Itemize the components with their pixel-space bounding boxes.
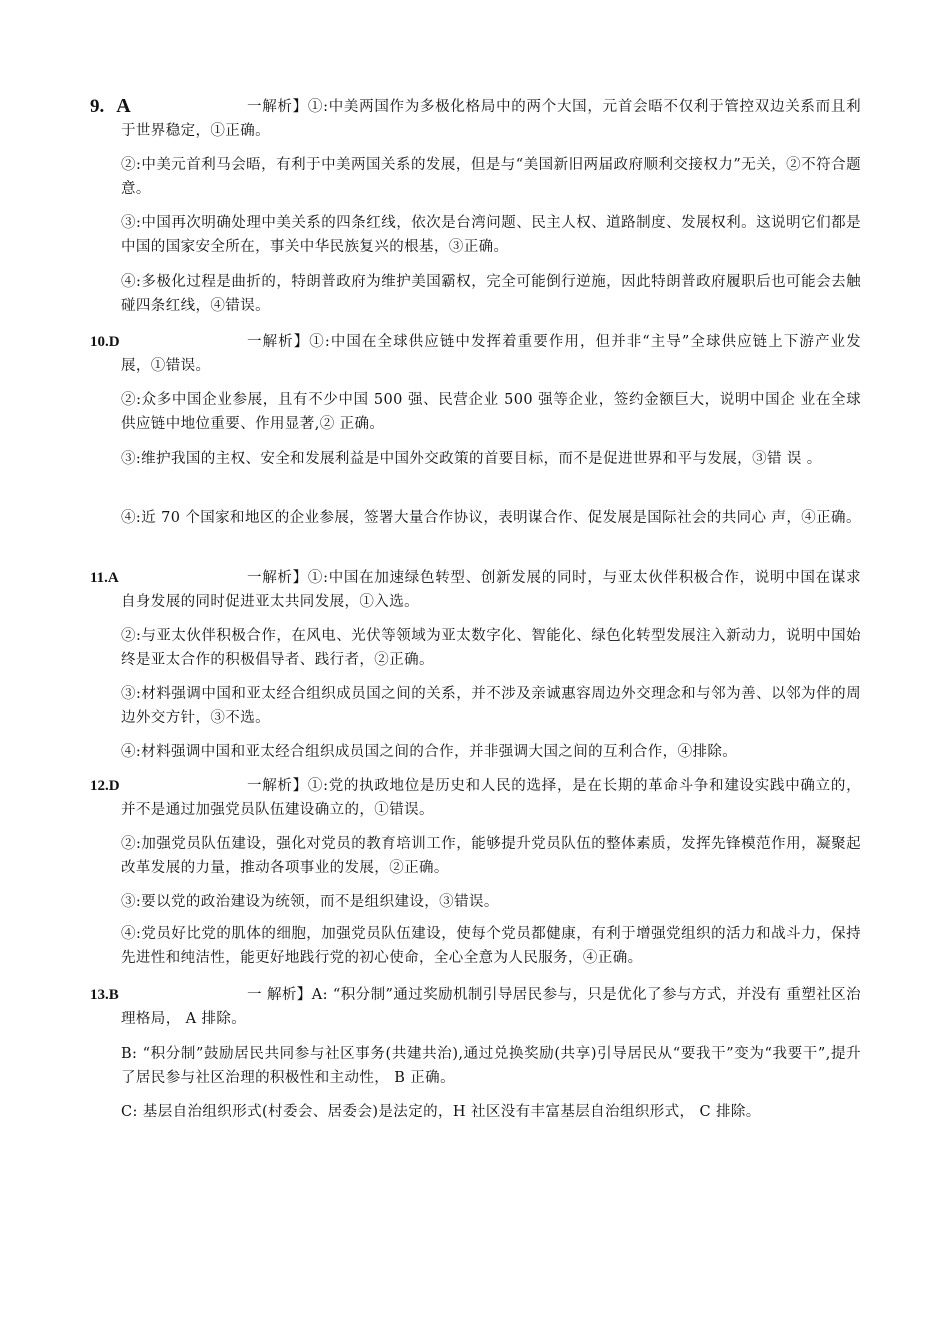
analysis-paragraph: 一解析】①:党的执政地位是历史和人民的选择，是在长期的革命斗争和建设实践中确立的，并不是通过加强党员队伍建设确立的，①错误。	[121, 778, 861, 818]
analysis-paragraph: ③:中国再次明确处理中美关系的四条红线，依次是台湾问题、民主人权、道路制度、发展权利。这说明它们都是中国的国家安全所在，事关中华民族复兴的根基，③正确。	[121, 215, 861, 255]
question-number: 10.D	[90, 334, 120, 350]
analysis-paragraph: ②:中美元首利马会晤，有利于中美两国关系的发展，但是与“美国新旧两届政府顺利交接权力”无关，②不符合题意。	[121, 157, 861, 197]
question-number: 12.D	[90, 778, 120, 794]
question-answer: A	[116, 95, 131, 117]
analysis-paragraph: ③:维护我国的主权、安全和发展利益是中国外交政策的首要目标，而不是促进世界和平与发展，③错 误 。	[121, 451, 822, 467]
analysis-paragraph: ④:多极化过程是曲折的，特朗普政府为维护美国霸权，完全可能倒行逆施，因此特朗普政府履职后也可能会去触碰四条红线，④错误。	[121, 274, 861, 314]
analysis-paragraph: C: 基层自治组织形式(村委会、居委会)是法定的，H 社区没有丰富基层自治组织形式， C 排除。	[121, 1104, 761, 1120]
question-number: 13.B	[90, 987, 119, 1003]
analysis-paragraph: 一解析】①:中美两国作为多极化格局中的两个大国，元首会晤不仅利于管控双边关系而且利于世界稳定，①正确。	[121, 99, 861, 139]
analysis-paragraph: ②:与亚太伙伴积极合作，在风电、光伏等领域为亚太数字化、智能化、绿色化转型发展注入新动力，说明中国始终是亚太合作的积极倡导者、践行者，②正确。	[121, 628, 861, 668]
analysis-paragraph: ④:材料强调中国和亚太经合组织成员国之间的合作，并非强调大国之间的互利合作，④排除。	[121, 744, 738, 760]
analysis-paragraph: 一解析】①:中国在加速绿色转型、创新发展的同时，与亚太伙伴积极合作，说明中国在谋求自身发展的同时促进亚太共同发展，①入选。	[121, 570, 861, 610]
analysis-paragraph: 一解析】①:中国在全球供应链中发挥着重要作用，但并非“主导”全球供应链上下游产业发展，①错误。	[121, 334, 861, 374]
analysis-paragraph: ③:材料强调中国和亚太经合组织成员国之间的关系，并不涉及亲诚惠容周边外交理念和与邻为善、以邻为伴的周边外交方针，③不选。	[121, 686, 861, 726]
analysis-paragraph: 一 解析】A: “积分制”通过奖励机制引导居民参与，只是优化了参与方式，并没有 重塑社区治理格局， A 排除。	[121, 987, 861, 1027]
analysis-paragraph: ③:要以党的政治建设为统领，而不是组织建设，③错误。	[121, 894, 499, 910]
analysis-paragraph: B: “积分制”鼓励居民共同参与社区事务(共建共治),通过兑换奖励(共享)引导居民从“要我干”变为“我要干”,提升了居民参与社区治理的积极性和主动性， B 正确。	[121, 1046, 861, 1086]
analysis-paragraph: ④:党员好比党的肌体的细胞，加强党员队伍建设，使每个党员都健康，有利于增强党组织的活力和战斗力，保持先进性和纯洁性，能更好地践行党的初心使命，全心全意为人民服务，④正确。	[121, 926, 861, 966]
question-number: 11.A	[90, 570, 119, 586]
analysis-paragraph: ②:众多中国企业参展，且有不少中国 500 强、民营企业 500 强等企业，签约金额巨大，说明中国企 业在全球供应链中地位重要、作用显著,② 正确。	[121, 392, 861, 432]
analysis-paragraph: ④:近 70 个国家和地区的企业参展，签署大量合作协议，表明谋合作、促发展是国际社会的共同心 声，④正确。	[121, 510, 861, 526]
analysis-paragraph: ②:加强党员队伍建设，强化对党员的教育培训工作，能够提升党员队伍的整体素质，发挥先锋模范作用，凝聚起改革发展的力量，推动各项事业的发展，②正确。	[121, 836, 861, 876]
question-number: 9. A	[90, 95, 131, 117]
